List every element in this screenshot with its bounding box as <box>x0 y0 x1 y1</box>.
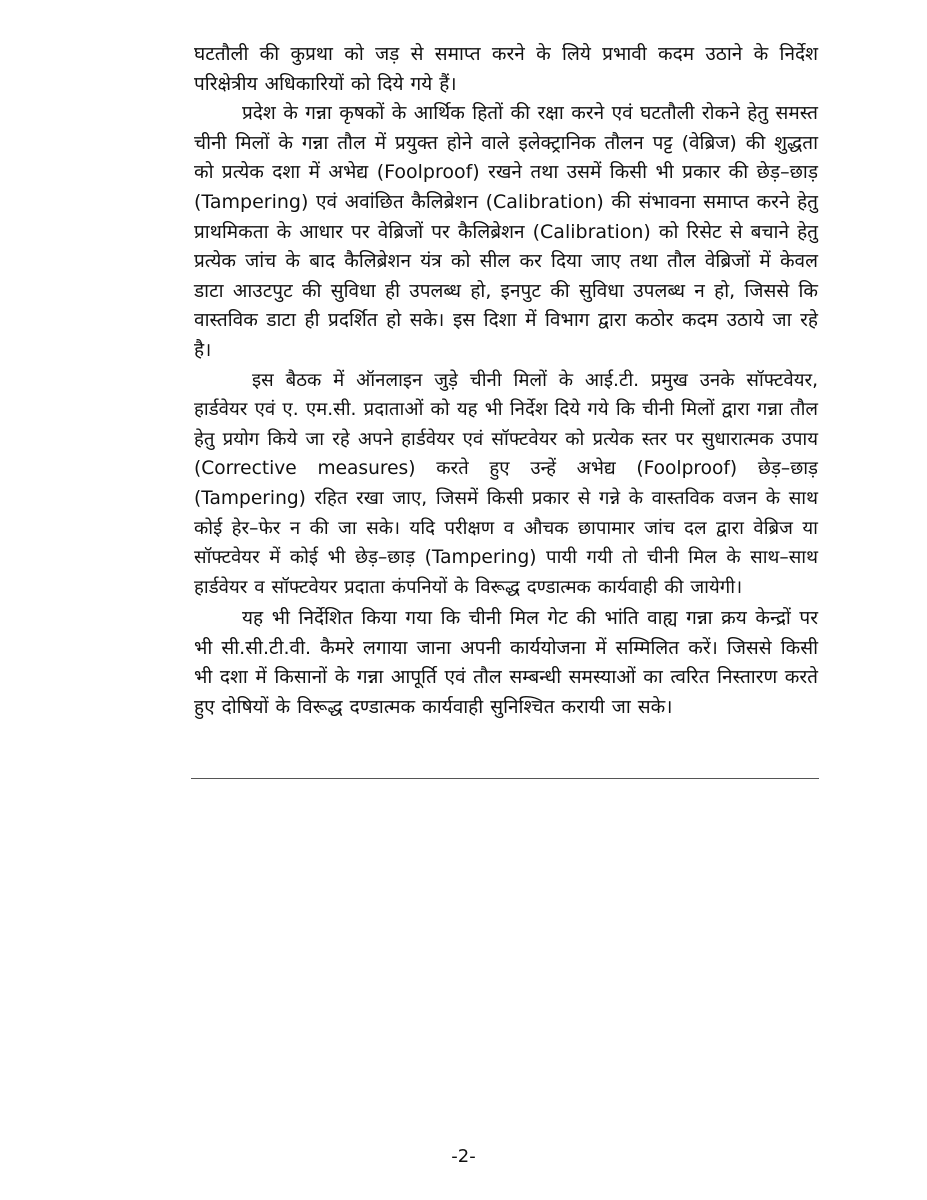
horizontal-rule <box>191 778 819 779</box>
paragraph-4: यह भी निर्देशित किया गया कि चीनी मिल गेट की भांति वाह्य गन्ना क्रय केन्द्रों पर भी सी.सी.टी.वी. कैमरे लगाया जाना अपनी कार्ययोजना में सम्मिलित करें। जिससे किसी भी दशा में किसानों के गन्ना आपूर्ति एवं तौल सम्बन्धी समस्याओं का त्वरित निस्तारण करते हुए दोषियों के विरूद्ध दण्डात्मक कार्यवाही सुनिश्चित करायी जा सके। <box>194 607 818 719</box>
paragraph-2: प्रदेश के गन्ना कृषकों के आर्थिक हितों की रक्षा करने एवं घटतौली रोकने हेतु समस्त चीनी मिलों के गन्ना तौल में प्रयुक्त होने वाले इलेक्ट्रानिक तौलन पट्ट (वेब्रिज) की शुद्धता को प्रत्येक दशा में अभेद्य (Foolproof) रखने तथा उसमें किसी भी प्रकार की छेड़–छाड़ (Tampering) एवं अवांछित कैलिब्रेशन (Calibration) की संभावना समाप्त करने हेतु प्राथमिकता के आधार पर वेब्रिजों पर कैलिब्रेशन (Calibration) को रिसेट से बचाने हेतु प्रत्येक जांच के बाद कैलिब्रेशन यंत्र को सील कर दिया जाए तथा तौल वेब्रिजों में केवल डाटा आउटपुट की सुविधा ही उपलब्ध हो, इनपुट की सुविधा उपलब्ध न हो, जिससे कि वास्तविक डाटा ही प्रदर्शित हो सके। इस दिशा में विभाग द्वारा कठोर कदम उठाये जा रहे है। <box>194 102 818 361</box>
document-body <box>194 40 818 723</box>
paragraph-3: इस बैठक में ऑनलाइन जुड़े चीनी मिलों के आई.टी. प्रमुख उनके सॉफ्टवेयर, हार्डवेयर एवं ए. एम.सी. प्रदाताओं को यह भी निर्देश दिये गये कि चीनी मिलों द्वारा गन्ना तौल हेतु प्रयोग किये जा रहे अपने हार्डवेयर एवं सॉफ्टवेयर को प्रत्येक स्तर पर सुधारात्मक उपाय (Corrective measures) करते हुए उन्हें अभेद्य (Foolproof) छेड़–छाड़ (Tampering) रहित रखा जाए, जिसमें किसी प्रकार से गन्ने के वास्तविक वजन के साथ कोई हेर–फेर न की जा सके। यदि परीक्षण व औचक छापामार जांच दल द्वारा वेब्रिज या सॉफ्टवेयर में कोई भी छेड़–छाड़ (Tampering) पायी गयी तो चीनी मिल के साथ–साथ हार्डवेयर व सॉफ्टवेयर प्रदाता कंपनियों के विरूद्ध दण्डात्मक कार्यवाही की जायेगी। <box>194 369 818 598</box>
paragraph-1: घटतौली की कुप्रथा को जड़ से समाप्त करने के लिये प्रभावी कदम उठाने के निर्देश परिक्षेत्रीय अधिकारियों को दिये गये हैं। <box>194 43 818 95</box>
page-number: -2- <box>451 1146 476 1167</box>
